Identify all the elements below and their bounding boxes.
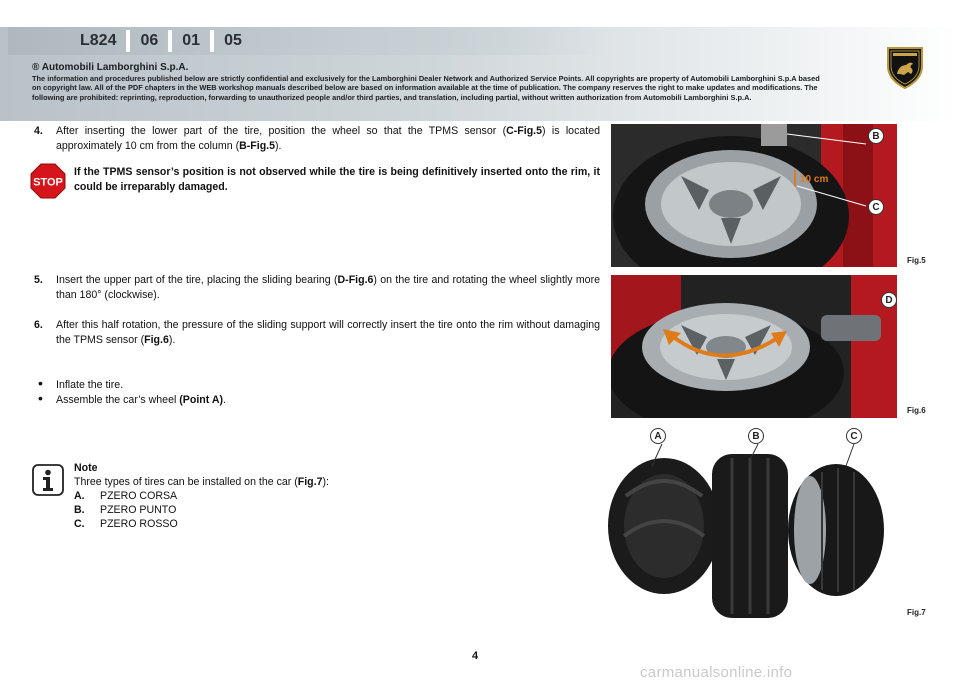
callout-c: C	[846, 428, 862, 444]
point-reference: (Point A)	[179, 394, 224, 406]
copyright-notice	[32, 62, 828, 102]
step-number: 5.	[34, 274, 43, 286]
doc-code-group: 06	[130, 30, 172, 52]
document-code-bar	[8, 27, 608, 55]
note-title: Note	[74, 462, 98, 474]
step-text: ).	[275, 140, 282, 152]
lamborghini-bull-shield-icon	[882, 44, 928, 90]
figure-reference: C-Fig.5	[506, 125, 543, 137]
note-text: Three types of tires can be installed on the car (	[74, 476, 298, 488]
doc-code-page: 05	[224, 32, 242, 49]
step-4	[34, 124, 600, 154]
step-text: ) on the tire and rotating the wheel slightly more than 180° (clockwise).	[56, 274, 600, 301]
bullet-text: Inflate the tire.	[56, 379, 124, 391]
doc-code-model: L824	[70, 30, 130, 52]
three-tires-illustration	[596, 426, 886, 626]
tire-type-key: A.	[74, 490, 85, 502]
tire-type-item	[74, 503, 329, 517]
figure-5-photo	[611, 124, 897, 267]
svg-text:STOP: STOP	[33, 176, 63, 189]
doc-code-sub: 01	[172, 30, 214, 52]
watermark: carmanualsonline.info	[640, 664, 793, 681]
copyright-text: The information and procedures published below are strictly confidential and exclusively for the Lamborghini Dealer Network and Authorized Service Points. All copyrights are property of Automobili Lamborghini S.p.A based on copyright law. All of the PDF chapters in the WEB workshop manuals described below are based on information available at the time of publication. The company reserves the right to make updates and modifications. The following are prohibited: reprinting, reproduction, forwarding to unauthorized people and/or third parties, and translation, including partial, without written authorization from Automobili Lamborghini S.p.A.	[32, 74, 820, 102]
figure-reference: D-Fig.6	[337, 274, 374, 286]
bullet-text: Assemble the car’s wheel	[56, 394, 180, 406]
bullet-text: .	[223, 394, 226, 406]
tire-type-item	[74, 517, 329, 531]
tire-type-key: B.	[74, 504, 85, 516]
bullet-item	[38, 393, 226, 408]
copyright-title: ® Automobili Lamborghini S.p.A.	[32, 62, 189, 73]
step-text: After inserting the lower part of the tire, position the wheel so that the TPMS sensor (	[56, 125, 507, 137]
page-number: 4	[472, 650, 479, 662]
figure-6-photo	[611, 275, 897, 418]
bullet-list	[38, 378, 226, 408]
step-text: ).	[168, 334, 176, 346]
warning-text: If the TPMS sensor’s position is not observed while the tire is being definitively inserted onto the rim, it could be irreparably damaged.	[74, 166, 600, 193]
tire-b-illustration	[712, 454, 788, 618]
tire-type-item	[74, 489, 329, 503]
tire-type-name: PZERO CORSA	[100, 490, 178, 502]
figure-7-caption: Fig.7	[907, 608, 926, 617]
sliding-bearing-illustration	[611, 275, 897, 418]
callout-c: C	[868, 199, 884, 215]
note-text: ):	[322, 476, 329, 488]
step-text: ) is located approximately 10 cm from the column (	[56, 125, 600, 152]
tire-c-illustration	[788, 464, 884, 596]
callout-d: D	[881, 292, 897, 308]
figure-5-caption: Fig.5	[907, 256, 926, 265]
callout-b: B	[868, 128, 884, 144]
step-5	[34, 273, 600, 303]
figure-6-caption: Fig.6	[907, 406, 926, 415]
callout-b: B	[748, 428, 764, 444]
callout-a: A	[650, 428, 666, 444]
figure-reference: Fig.7	[297, 476, 323, 488]
step-6	[34, 318, 600, 348]
tire-type-name: PZERO PUNTO	[100, 504, 177, 516]
tire-type-name: PZERO ROSSO	[100, 518, 178, 530]
note-block	[74, 461, 329, 531]
step-number: 4.	[34, 125, 43, 137]
stop-sign-icon	[30, 163, 66, 199]
tire-type-key: C.	[74, 518, 85, 530]
step-number: 6.	[34, 319, 43, 331]
tire-a-illustration	[608, 458, 720, 594]
figure-reference: Fig.6	[144, 334, 169, 346]
step-text: After this half rotation, the pressure of the sliding support will correctly insert the tire onto the rim without damaging the TPMS sensor (	[56, 319, 600, 346]
figure-7-photo	[596, 426, 886, 626]
tire-changer-wheel-illustration	[611, 124, 897, 267]
bullet-item	[38, 378, 226, 393]
step-text: Insert the upper part of the tire, placing the sliding bearing (	[56, 274, 338, 286]
distance-label: 10 cm	[800, 174, 829, 185]
info-icon	[32, 464, 64, 496]
figure-reference: B-Fig.5	[239, 140, 276, 152]
note-intro	[74, 475, 329, 489]
